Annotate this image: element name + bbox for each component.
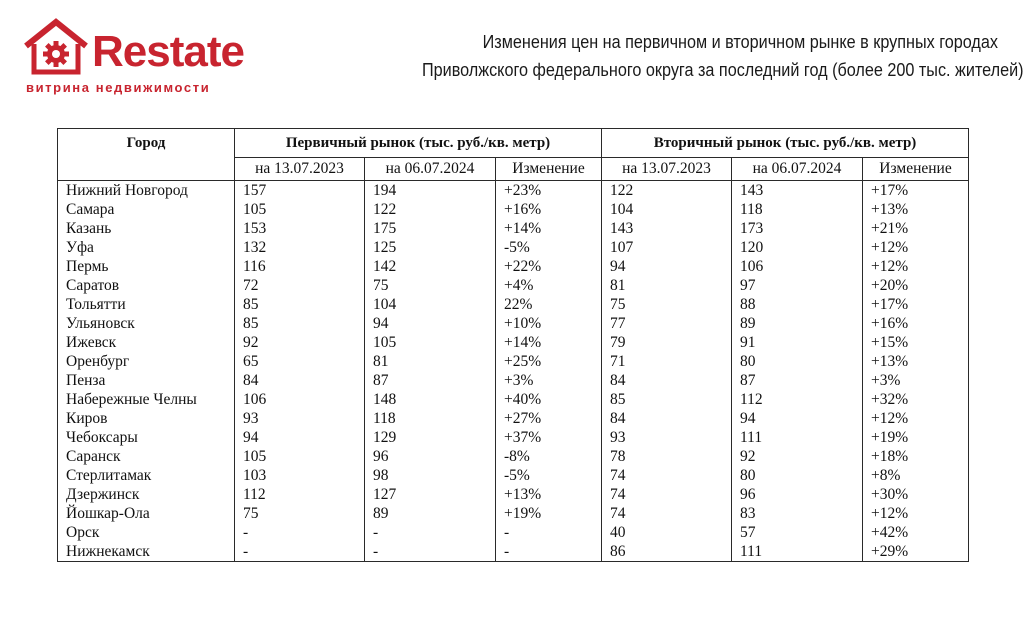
cell-primary-2023: 105 <box>235 447 365 466</box>
cell-primary-2024: 122 <box>365 200 496 219</box>
cell-secondary-2023: 79 <box>602 333 732 352</box>
cell-secondary-2024: 89 <box>732 314 863 333</box>
cell-primary-2023: 92 <box>235 333 365 352</box>
cell-primary-2024: 118 <box>365 409 496 428</box>
cell-secondary-2024: 80 <box>732 466 863 485</box>
house-gear-icon <box>22 18 92 76</box>
cell-primary-change: +19% <box>496 504 602 523</box>
table-row <box>58 181 969 201</box>
cell-secondary-2023: 75 <box>602 295 732 314</box>
cell-secondary-2023: 74 <box>602 485 732 504</box>
cell-secondary-2023: 81 <box>602 276 732 295</box>
cell-secondary-2023: 84 <box>602 371 732 390</box>
cell-secondary-change: +15% <box>863 333 969 352</box>
cell-city: Чебоксары <box>58 428 235 447</box>
table-body <box>58 181 969 562</box>
cell-primary-2024: - <box>365 523 496 542</box>
cell-city: Йошкар-Ола <box>58 504 235 523</box>
cell-primary-2023: 157 <box>235 181 365 201</box>
table-row <box>58 409 969 428</box>
cell-secondary-2023: 78 <box>602 447 732 466</box>
subheader-secondary-2024: на 06.07.2024 <box>732 158 863 181</box>
cell-primary-2024: - <box>365 542 496 562</box>
cell-secondary-2024: 94 <box>732 409 863 428</box>
cell-city: Самара <box>58 200 235 219</box>
cell-secondary-2024: 97 <box>732 276 863 295</box>
cell-secondary-2023: 86 <box>602 542 732 562</box>
cell-primary-change: +14% <box>496 219 602 238</box>
cell-secondary-2023: 74 <box>602 504 732 523</box>
cell-primary-2024: 75 <box>365 276 496 295</box>
cell-primary-2024: 81 <box>365 352 496 371</box>
cell-secondary-change: +8% <box>863 466 969 485</box>
table-row <box>58 447 969 466</box>
cell-primary-change: 22% <box>496 295 602 314</box>
cell-city: Пермь <box>58 257 235 276</box>
cell-city: Пенза <box>58 371 235 390</box>
cell-secondary-change: +12% <box>863 238 969 257</box>
table-row <box>58 504 969 523</box>
cell-primary-change: - <box>496 523 602 542</box>
cell-city: Саратов <box>58 276 235 295</box>
subheader-secondary-change: Изменение <box>863 158 969 181</box>
cell-primary-change: +4% <box>496 276 602 295</box>
cell-primary-2024: 105 <box>365 333 496 352</box>
restate-logo <box>22 16 272 100</box>
cell-city: Уфа <box>58 238 235 257</box>
table-row <box>58 371 969 390</box>
cell-primary-2023: 103 <box>235 466 365 485</box>
subheader-secondary-2023: на 13.07.2023 <box>602 158 732 181</box>
cell-secondary-change: +13% <box>863 352 969 371</box>
cell-primary-2023: 132 <box>235 238 365 257</box>
table-row <box>58 333 969 352</box>
cell-primary-change: +25% <box>496 352 602 371</box>
cell-secondary-2024: 88 <box>732 295 863 314</box>
cell-primary-2023: 116 <box>235 257 365 276</box>
cell-primary-change: +27% <box>496 409 602 428</box>
cell-secondary-change: +17% <box>863 181 969 201</box>
price-table <box>57 128 969 562</box>
title-line-1: Изменения цен на первичном и вторичном рынке в крупных городах <box>482 32 998 52</box>
cell-primary-change: +37% <box>496 428 602 447</box>
cell-primary-2023: 94 <box>235 428 365 447</box>
cell-primary-2024: 148 <box>365 390 496 409</box>
cell-secondary-2024: 96 <box>732 485 863 504</box>
cell-secondary-change: +13% <box>863 200 969 219</box>
cell-secondary-change: +20% <box>863 276 969 295</box>
subheader-blank <box>58 158 235 181</box>
table-row <box>58 352 969 371</box>
cell-secondary-change: +3% <box>863 371 969 390</box>
table-row <box>58 523 969 542</box>
cell-secondary-2023: 143 <box>602 219 732 238</box>
cell-secondary-2023: 122 <box>602 181 732 201</box>
cell-secondary-change: +17% <box>863 295 969 314</box>
table-row <box>58 238 969 257</box>
cell-primary-2023: 93 <box>235 409 365 428</box>
cell-secondary-2024: 173 <box>732 219 863 238</box>
cell-secondary-2024: 118 <box>732 200 863 219</box>
cell-secondary-2023: 84 <box>602 409 732 428</box>
table-row <box>58 314 969 333</box>
cell-primary-2023: 72 <box>235 276 365 295</box>
cell-primary-2023: - <box>235 523 365 542</box>
cell-secondary-2023: 71 <box>602 352 732 371</box>
cell-primary-change: - <box>496 542 602 562</box>
cell-city: Киров <box>58 409 235 428</box>
table-row <box>58 295 969 314</box>
table-row <box>58 276 969 295</box>
cell-secondary-2024: 91 <box>732 333 863 352</box>
cell-secondary-2024: 92 <box>732 447 863 466</box>
cell-secondary-2024: 57 <box>732 523 863 542</box>
cell-primary-change: +14% <box>496 333 602 352</box>
cell-secondary-2023: 77 <box>602 314 732 333</box>
cell-secondary-2024: 111 <box>732 428 863 447</box>
cell-secondary-2024: 83 <box>732 504 863 523</box>
cell-secondary-change: +19% <box>863 428 969 447</box>
cell-secondary-2024: 120 <box>732 238 863 257</box>
cell-city: Саранск <box>58 447 235 466</box>
cell-secondary-2023: 94 <box>602 257 732 276</box>
cell-primary-2024: 142 <box>365 257 496 276</box>
page-title <box>422 28 1024 84</box>
cell-secondary-2023: 85 <box>602 390 732 409</box>
logo-wordmark: Restate <box>92 27 244 76</box>
cell-primary-change: +23% <box>496 181 602 201</box>
cell-secondary-change: +32% <box>863 390 969 409</box>
table-header-row <box>58 129 969 158</box>
cell-primary-2023: 105 <box>235 200 365 219</box>
cell-secondary-change: +12% <box>863 504 969 523</box>
cell-secondary-2024: 111 <box>732 542 863 562</box>
cell-primary-change: -5% <box>496 238 602 257</box>
cell-secondary-2023: 107 <box>602 238 732 257</box>
cell-primary-2023: 112 <box>235 485 365 504</box>
cell-primary-change: +3% <box>496 371 602 390</box>
cell-primary-2023: 75 <box>235 504 365 523</box>
cell-secondary-2024: 80 <box>732 352 863 371</box>
cell-primary-change: +40% <box>496 390 602 409</box>
cell-secondary-change: +16% <box>863 314 969 333</box>
subheader-primary-2024: на 06.07.2024 <box>365 158 496 181</box>
cell-secondary-change: +30% <box>863 485 969 504</box>
cell-city: Дзержинск <box>58 485 235 504</box>
header-city: Город <box>58 129 235 158</box>
subheader-primary-change: Изменение <box>496 158 602 181</box>
cell-secondary-change: +18% <box>863 447 969 466</box>
cell-secondary-2023: 104 <box>602 200 732 219</box>
cell-primary-2023: 85 <box>235 295 365 314</box>
cell-city: Нижний Новгород <box>58 181 235 201</box>
header-primary-market: Первичный рынок (тыс. руб./кв. метр) <box>235 129 602 158</box>
cell-city: Стерлитамак <box>58 466 235 485</box>
cell-primary-2023: 85 <box>235 314 365 333</box>
cell-primary-change: +13% <box>496 485 602 504</box>
cell-primary-2024: 194 <box>365 181 496 201</box>
cell-city: Ульяновск <box>58 314 235 333</box>
cell-secondary-2023: 74 <box>602 466 732 485</box>
cell-primary-2024: 125 <box>365 238 496 257</box>
cell-city: Орск <box>58 523 235 542</box>
cell-city: Казань <box>58 219 235 238</box>
cell-city: Ижевск <box>58 333 235 352</box>
cell-primary-2023: 106 <box>235 390 365 409</box>
cell-primary-2024: 127 <box>365 485 496 504</box>
cell-secondary-2024: 106 <box>732 257 863 276</box>
cell-secondary-2023: 40 <box>602 523 732 542</box>
logo-tagline: витрина недвижимости <box>26 80 211 95</box>
cell-secondary-change: +12% <box>863 257 969 276</box>
cell-city: Нижнекамск <box>58 542 235 562</box>
cell-primary-2024: 87 <box>365 371 496 390</box>
cell-city: Оренбург <box>58 352 235 371</box>
cell-city: Набережные Челны <box>58 390 235 409</box>
table-row <box>58 485 969 504</box>
cell-secondary-2024: 112 <box>732 390 863 409</box>
cell-primary-2024: 104 <box>365 295 496 314</box>
cell-primary-2024: 98 <box>365 466 496 485</box>
cell-primary-change: +22% <box>496 257 602 276</box>
cell-secondary-change: +21% <box>863 219 969 238</box>
cell-primary-2023: 65 <box>235 352 365 371</box>
table-row <box>58 466 969 485</box>
cell-secondary-2024: 87 <box>732 371 863 390</box>
cell-primary-change: -5% <box>496 466 602 485</box>
cell-primary-2023: - <box>235 542 365 562</box>
cell-secondary-change: +29% <box>863 542 969 562</box>
table-row <box>58 542 969 562</box>
cell-primary-change: +10% <box>496 314 602 333</box>
cell-secondary-change: +12% <box>863 409 969 428</box>
title-line-2: Приволжского федерального округа за последний год (более 200 тыс. жителей) <box>422 60 1024 80</box>
cell-primary-2024: 89 <box>365 504 496 523</box>
table-row <box>58 257 969 276</box>
cell-secondary-2023: 93 <box>602 428 732 447</box>
subheader-primary-2023: на 13.07.2023 <box>235 158 365 181</box>
cell-primary-2024: 94 <box>365 314 496 333</box>
cell-primary-2024: 129 <box>365 428 496 447</box>
cell-primary-2024: 96 <box>365 447 496 466</box>
cell-primary-2024: 175 <box>365 219 496 238</box>
table-row <box>58 200 969 219</box>
cell-primary-change: -8% <box>496 447 602 466</box>
cell-city: Тольятти <box>58 295 235 314</box>
cell-secondary-2024: 143 <box>732 181 863 201</box>
table-row <box>58 390 969 409</box>
cell-primary-2023: 84 <box>235 371 365 390</box>
table-subheader-row <box>58 158 969 181</box>
cell-primary-2023: 153 <box>235 219 365 238</box>
header-secondary-market: Вторичный рынок (тыс. руб./кв. метр) <box>602 129 969 158</box>
cell-secondary-change: +42% <box>863 523 969 542</box>
table-row <box>58 219 969 238</box>
table-row <box>58 428 969 447</box>
cell-primary-change: +16% <box>496 200 602 219</box>
